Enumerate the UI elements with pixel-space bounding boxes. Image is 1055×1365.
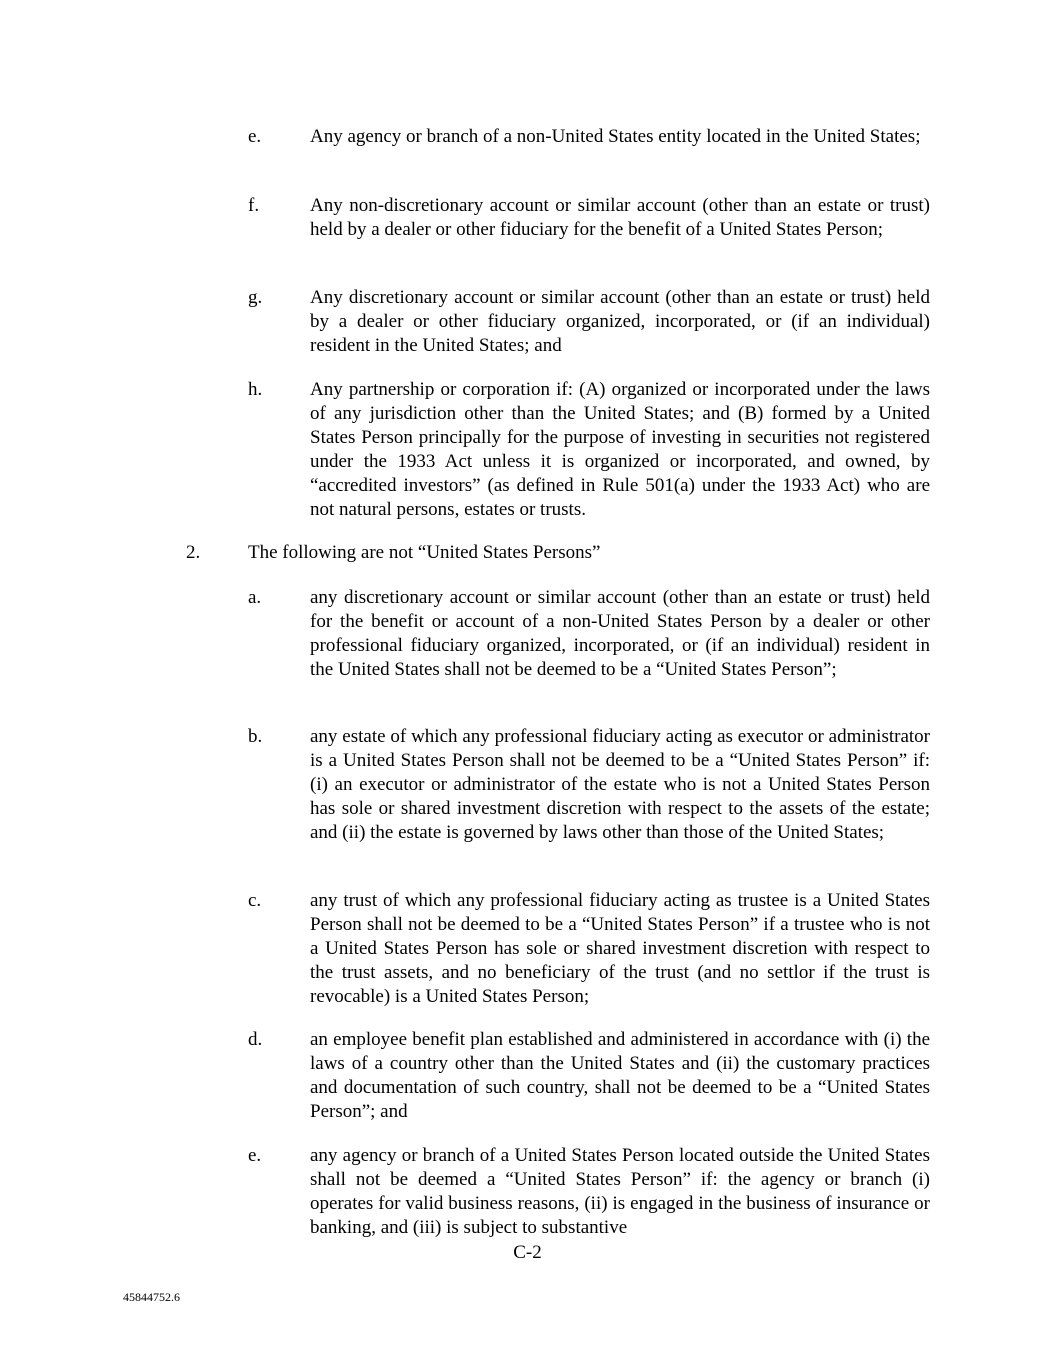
- item-text: an employee benefit plan established and administered in accordance with (i) the laws of a country other than the United States and (ii) the customary practices and documentation of such country, shall not be deemed to be a “United States Person”; and: [310, 1029, 930, 1122]
- item-label: c.: [248, 890, 262, 911]
- item-text: any agency or branch of a United States Person located outside the United States shall not be deemed a “United States Person” if: the agency or branch (i) operates for valid business reasons, (ii) is engaged in the business of insurance or banking, and (iii) is subject to substantive: [310, 1145, 930, 1238]
- item-label: d.: [248, 1029, 263, 1050]
- item-label: g.: [248, 287, 263, 308]
- item-text: any trust of which any professional fiduciary acting as trustee is a United States Person shall not be deemed to be a “United States Person” if a trustee who is not a United States Person has sole or shared investment discretion with respect to the trust assets, and no beneficiary of the trust (and no settlor if the trust is revocable) is a United States Person;: [310, 890, 930, 1007]
- item-text: Any discretionary account or similar account (other than an estate or trust) held by a dealer or other fiduciary organized, incorporated, or (if an individual) resident in the United States; and: [310, 287, 930, 356]
- section-text: The following are not “United States Persons”: [248, 542, 601, 563]
- section-number: 2.: [186, 542, 201, 563]
- item-label: e.: [248, 126, 262, 147]
- item-label: e.: [248, 1145, 262, 1166]
- item-text: any estate of which any professional fiduciary acting as executor or administrator is a United States Person shall not be deemed to be a “United States Person” if: (i) an executor or administrator of the estate who is not a United States Person has sole or shared investment discretion with respect to the assets of the estate; and (ii) the estate is governed by laws other than those of the United States;: [310, 726, 930, 843]
- item-label: b.: [248, 726, 263, 747]
- item-text: Any non-discretionary account or similar account (other than an estate or trust) held by a dealer or other fiduciary for the benefit of a United States Person;: [310, 195, 930, 240]
- item-label: a.: [248, 587, 262, 608]
- item-text: Any partnership or corporation if: (A) organized or incorporated under the laws of any jurisdiction other than the United States; and (B) formed by a United States Person principally for the purpose of investing in securities not registered under the 1933 Act unless it is organized or incorporated, and owned, by “accredited investors” (as defined in Rule 501(a) under the 1933 Act) who are not natural persons, estates or trusts.: [310, 379, 930, 520]
- item-label: h.: [248, 379, 263, 400]
- item-text: any discretionary account or similar account (other than an estate or trust) held for the benefit or account of a non-United States Person by a dealer or other professional fiduciary organized, incorporated, or (if an individual) resident in the United States shall not be deemed to be a “United States Person”;: [310, 587, 930, 680]
- item-label: f.: [248, 195, 260, 216]
- document-id: 45844752.6: [123, 1290, 180, 1304]
- page-number: C-2: [513, 1242, 542, 1263]
- item-text: Any agency or branch of a non-United States entity located in the United States;: [310, 126, 921, 147]
